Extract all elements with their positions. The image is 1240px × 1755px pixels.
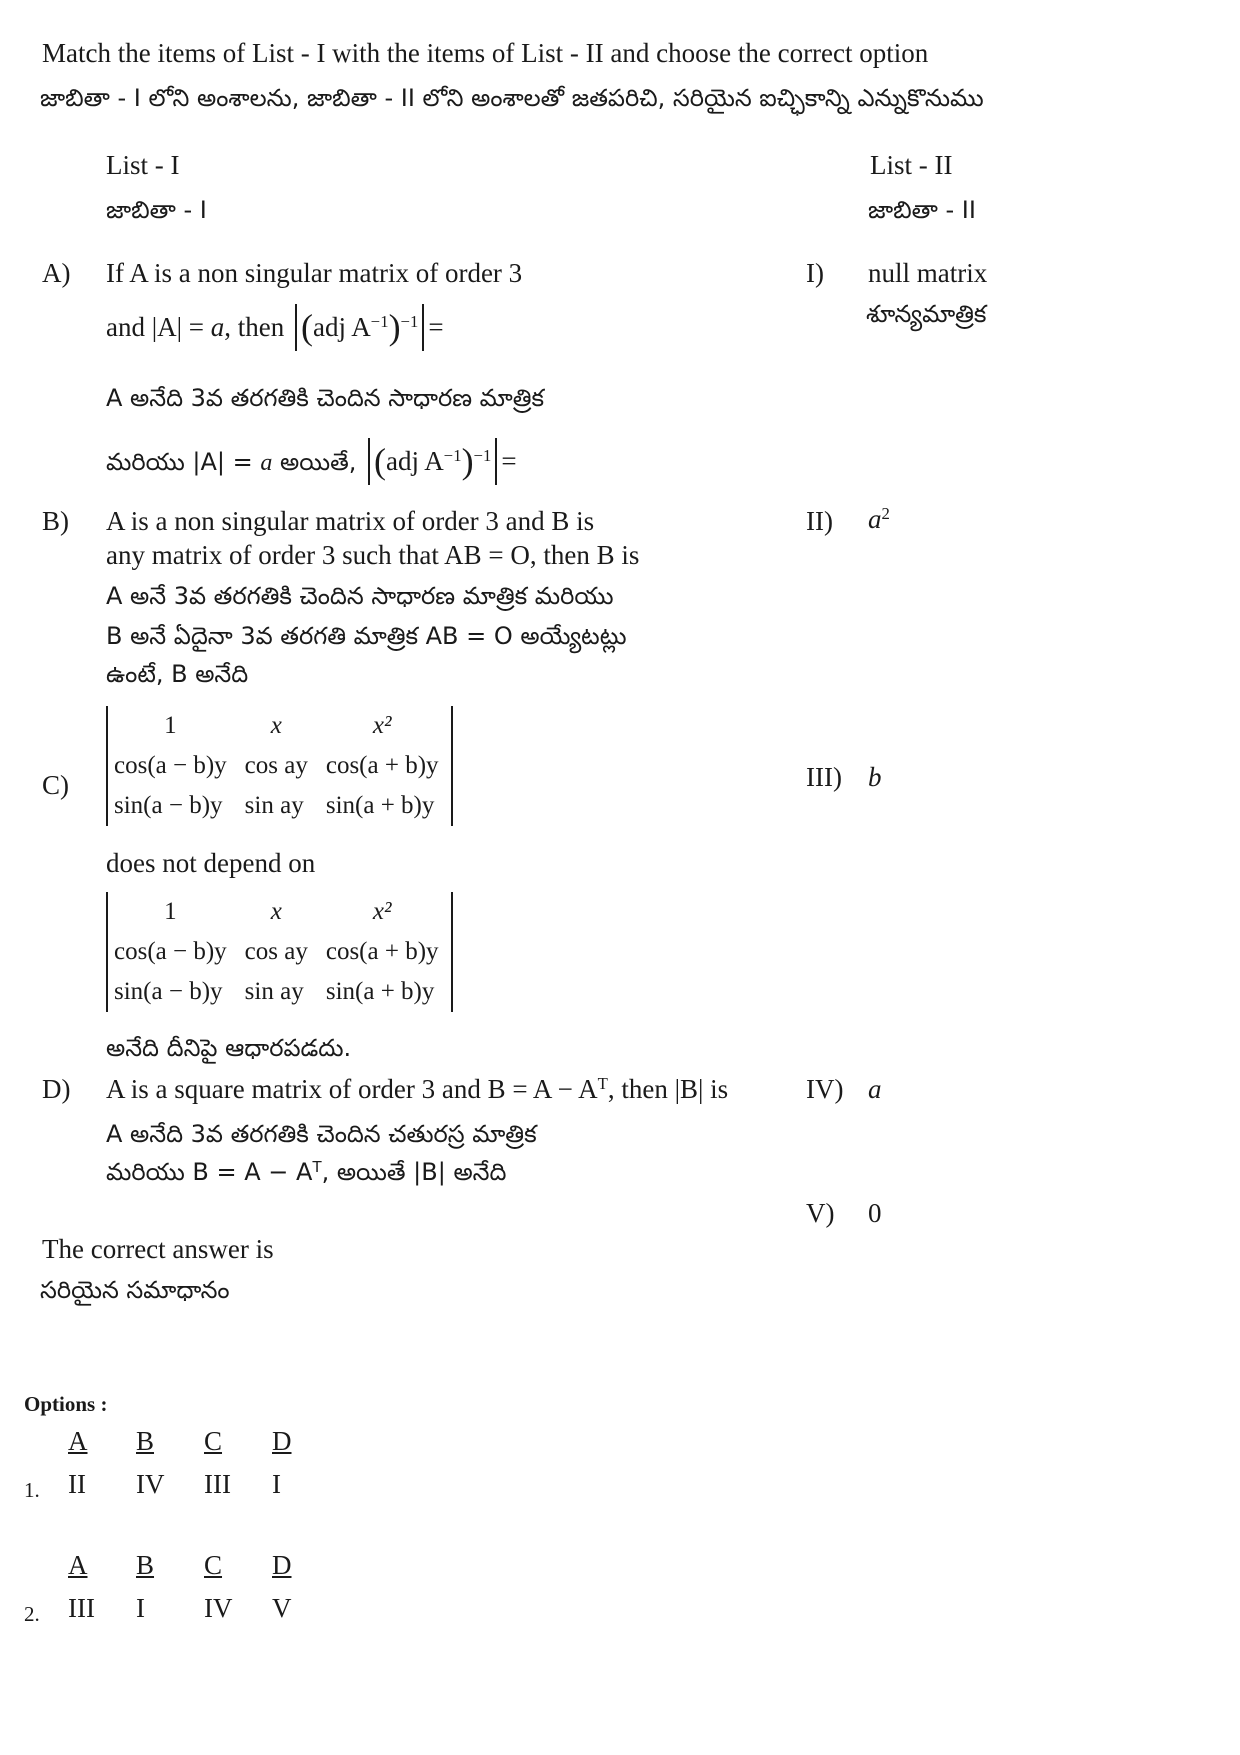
det-cell: 1 <box>164 712 177 739</box>
question-instruction-te: జాబితా - I లోని అంశాలను, జాబితా - II లోని అంశాలతో జతపరిచి, సరియైన ఐచ్ఛికాన్ని ఎన్నుకొనుము <box>40 84 984 112</box>
answer-prompt-en: The correct answer is <box>42 1234 274 1264</box>
item-b-line2-en: any matrix of order 3 such that AB = O, then B is <box>106 540 640 570</box>
option-header: C <box>204 1550 223 1580</box>
option-value: II <box>68 1469 86 1499</box>
list2-label-iv: IV) <box>806 1074 844 1104</box>
option-value: IV <box>136 1469 165 1499</box>
option-header: A <box>68 1426 88 1456</box>
item-a-expression-te: (adj $A^{-1})^{-1}$ <box>368 438 497 485</box>
det-cell: cos ay <box>244 938 308 965</box>
option-2-table[interactable] <box>68 1544 340 1630</box>
option-value: IV <box>204 1593 233 1623</box>
option-value: III <box>68 1593 95 1623</box>
list1-label-c: C) <box>42 770 69 800</box>
option-value: I <box>136 1593 145 1623</box>
item-b-line2-te: B అనే ఏదైనా 3వ తరగతి మాత్రిక AB = O అయ్యేటట్లు <box>106 622 627 650</box>
item-a-line2-en: and |A| = a, then (adj $A^{-1})^{-1}$ = <box>106 304 444 351</box>
item-a-line2-te: మరియు |A| = a అయితే, (adj $A^{-1})^{-1}$ = <box>106 438 517 485</box>
item-b-line1-en: A is a non singular matrix of order 3 and B is <box>106 506 595 536</box>
list1-label-a: A) <box>42 258 71 288</box>
det-cell: sin ay <box>244 978 304 1005</box>
det-cell: x <box>270 898 282 925</box>
item-b-line1-te: A అనే 3వ తరగతికి చెందిన సాధారణ మాత్రిక మరియు <box>106 582 614 610</box>
det-cell: sin(a − b)y <box>114 792 223 819</box>
det-cell: cos(a + b)y <box>325 938 439 965</box>
list1-title-te: జాబితా - I <box>106 196 207 224</box>
option-1-table[interactable] <box>68 1420 340 1506</box>
item-c-line-te: అనేది దీనిపై ఆధారపడదు. <box>106 1034 352 1062</box>
list1-label-d: D) <box>42 1074 71 1104</box>
item-c-determinant <box>106 706 453 826</box>
list2-item-v: 0 <box>868 1198 882 1228</box>
item-c-line-en: does not depend on <box>106 848 316 878</box>
det-cell: sin ay <box>244 792 304 819</box>
list2-item-iv: a <box>868 1074 882 1104</box>
option-header: B <box>136 1426 155 1456</box>
list1-label-b: B) <box>42 506 69 536</box>
list2-item-iii: b <box>868 762 882 792</box>
list2-title-en: List - II <box>870 150 953 180</box>
item-a-expression: (adj $A^{-1})^{-1}$ <box>295 304 424 351</box>
answer-prompt-te: సరియైన సమాధానం <box>40 1276 230 1304</box>
list2-item-ii: $a^2$ <box>868 503 890 534</box>
option-value: V <box>272 1593 292 1623</box>
list2-title-te: జాబితా - II <box>868 196 976 224</box>
list2-label-i: I) <box>806 258 824 288</box>
item-a-line1-en: If A is a non singular matrix of order 3 <box>106 258 523 288</box>
list2-label-iii: III) <box>806 762 842 792</box>
item-c-determinant-te <box>106 892 453 1012</box>
option-header: B <box>136 1550 155 1580</box>
det-cell: sin(a + b)y <box>325 978 435 1005</box>
question-instruction-en: Match the items of List - I with the items of List - II and choose the correct option <box>42 38 929 68</box>
option-2-number[interactable]: 2. <box>24 1602 40 1626</box>
list2-label-v: V) <box>806 1198 835 1228</box>
list2-label-ii: II) <box>806 506 833 536</box>
det-cell: sin(a + b)y <box>325 792 435 819</box>
det-cell: cos(a − b)y <box>114 752 227 779</box>
list2-item-i-te: శూన్యమాత్రిక <box>866 300 987 328</box>
item-d-line2-te: మరియు $B = A - A^T$, అయితే |B| అనేది <box>106 1157 507 1186</box>
det-cell: cos(a + b)y <box>325 752 439 779</box>
item-d-line1-en: A is a square matrix of order 3 and $B = A - A^T$, then |B| is <box>106 1073 729 1104</box>
list1-title-en: List - I <box>106 150 180 180</box>
det-cell: 1 <box>164 898 177 925</box>
option-value: I <box>272 1469 281 1499</box>
det-cell: x² <box>372 712 392 739</box>
option-value: III <box>204 1469 231 1499</box>
option-header: D <box>272 1550 292 1580</box>
det-cell: x² <box>372 898 392 925</box>
det-cell: sin(a − b)y <box>114 978 223 1005</box>
option-header: C <box>204 1426 223 1456</box>
list2-item-i-en: null matrix <box>868 258 988 288</box>
option-1-number[interactable]: 1. <box>24 1478 40 1502</box>
det-cell: cos ay <box>244 752 308 779</box>
item-a-line1-te: A అనేది 3వ తరగతికి చెందిన సాధారణ మాత్రిక <box>106 384 545 412</box>
det-cell: cos(a − b)y <box>114 938 227 965</box>
option-header: A <box>68 1550 88 1580</box>
options-heading: Options : <box>24 1392 108 1416</box>
item-d-line1-te: A అనేది 3వ తరగతికి చెందిన చతురస్ర మాత్రిక <box>106 1120 537 1148</box>
item-b-line3-te: ఉంటే, B అనేది <box>106 660 249 688</box>
option-header: D <box>272 1426 292 1456</box>
det-cell: x <box>270 712 282 739</box>
